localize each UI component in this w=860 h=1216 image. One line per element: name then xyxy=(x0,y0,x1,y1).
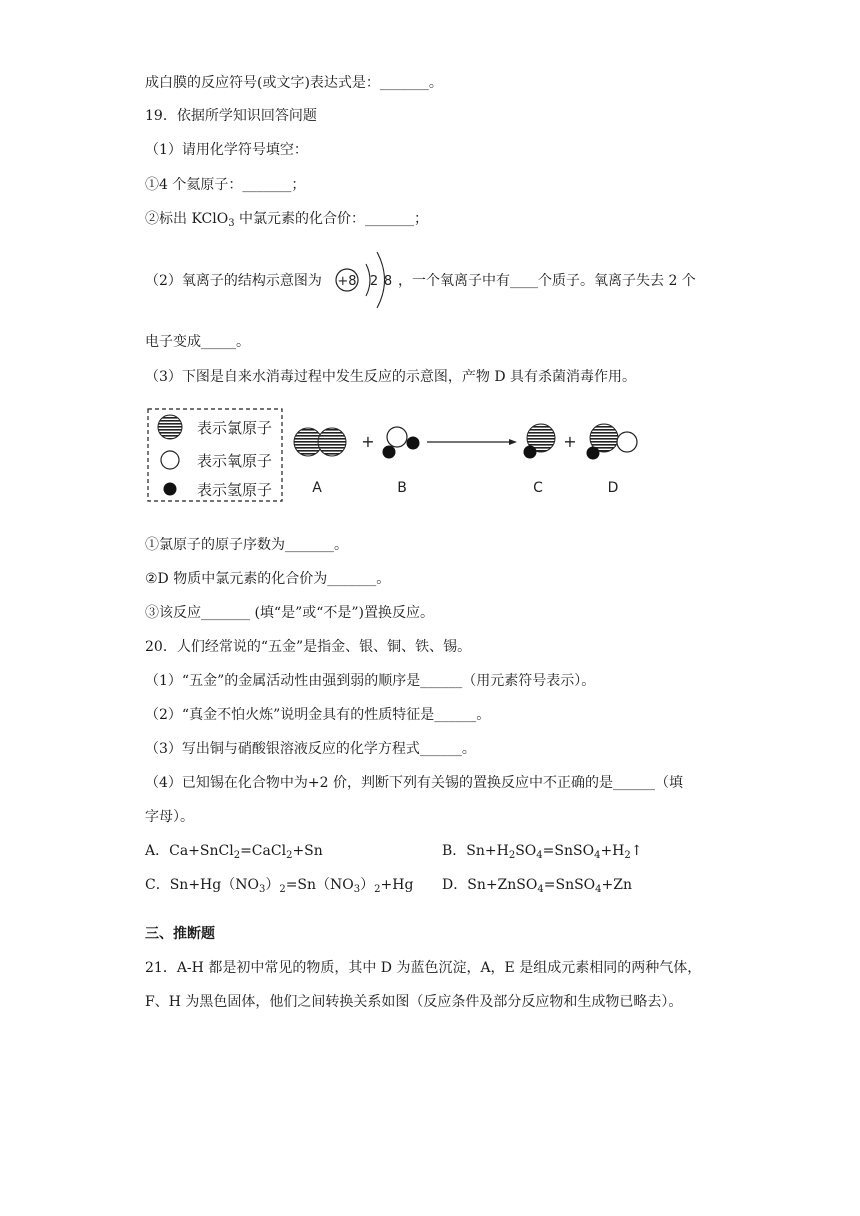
q19-part1: （1）请用化学符号填空： xyxy=(145,142,308,158)
q19-part2-cont: 电子变成_____。 xyxy=(145,334,250,350)
option-b: B．$Sn+H_2SO_4=SnSO_4+H_2↑$ xyxy=(442,843,643,861)
q19-item2-pre: ②标出 KClO xyxy=(145,211,229,227)
shell2-electrons: 8 xyxy=(383,274,393,289)
molecule-c xyxy=(524,424,556,459)
q19-part3-item2: ②D 物质中氯元素的化合价为_______。 xyxy=(145,571,391,587)
plus-sign-2: + xyxy=(563,432,577,451)
q20-part2: （2）“真金不怕火炼”说明金具有的性质特征是______。 xyxy=(145,707,491,723)
question-21-line2: F、H 为黑色固体，他们之间转换关系如图（反应条件及部分反应物和生成物已略去）。 xyxy=(145,994,683,1010)
option-a: A．Ca+SnCl$_2$=CaCl$_2$+Sn xyxy=(145,843,323,861)
molecule-b xyxy=(383,427,420,459)
q19-part3-item3: ③该反应_______ (填“是”或“不是”)置换反应。 xyxy=(145,605,435,621)
q20-part1: （1）“五金”的金属活动性由强到弱的顺序是______（用元素符号表示）。 xyxy=(145,673,596,689)
reaction-arrowhead xyxy=(509,439,517,445)
legend-hydrogen: 表示氢原子 xyxy=(197,481,273,499)
text-line-1: 成白膜的反应符号(或文字)表达式是：_______。 xyxy=(145,75,443,91)
question-19-title: 19．依据所学知识回答问题 xyxy=(145,108,317,124)
label-d: D xyxy=(607,480,619,496)
label-b: B xyxy=(397,480,407,496)
molecule-a xyxy=(294,428,346,456)
option-c: C．$Sn+Hg(NO_3)_2=Sn(NO_3)_2+Hg$ xyxy=(145,877,414,895)
q19-part3-item1: ①氯原子的原子序数为_______。 xyxy=(145,537,348,553)
hydrogen-atom-icon xyxy=(164,483,177,496)
oxygen-atom-icon xyxy=(161,451,179,469)
plus-sign-1: + xyxy=(361,432,375,451)
q19-part2-pre: （2）氧离子的结构示意图为 xyxy=(145,273,322,289)
nucleus-charge: +8 xyxy=(337,274,357,289)
question-20-title: 20．人们经常说的“五金”是指金、银、铜、铁、锡。 xyxy=(145,639,472,655)
q19-item1: ①4 个氦原子：_______； xyxy=(145,177,306,193)
q19-item2-post: 中氯元素的化合价：_______； xyxy=(234,211,429,227)
label-c: C xyxy=(533,480,543,496)
label-a: A xyxy=(312,480,322,496)
legend-oxygen: 表示氧原子 xyxy=(197,452,273,470)
q19-part2-post: ，一个氧离子中有____个质子。氧离子失去 2 个 xyxy=(398,273,696,289)
q20-part4: （4）已知锡在化合物中为+2 价，判断下列有关锡的置换反应中不正确的是______（填 xyxy=(145,775,683,791)
q20-part3: （3）写出铜与硝酸银溶液反应的化学方程式______。 xyxy=(145,741,476,757)
q19-item2 xyxy=(145,209,428,229)
shell1-electrons: 2 xyxy=(369,274,379,289)
molecule-d xyxy=(587,424,638,460)
q19-part3: （3）下图是自来水消毒过程中发生反应的示意图，产物 D 具有杀菌消毒作用。 xyxy=(145,369,637,385)
section-heading-inference: 三、推断题 xyxy=(145,926,215,942)
question-21-line1: 21．A-H 都是初中常见的物质，其中 D 为蓝色沉淀，A，E 是组成元素相同的两种气体， xyxy=(145,960,702,976)
chlorine-atom-icon xyxy=(158,415,182,439)
reaction-schematic-diagram xyxy=(145,405,645,505)
q19-item2-sub: 3 xyxy=(228,218,235,229)
legend-chlorine: 表示氯原子 xyxy=(197,419,273,437)
option-d: D．Sn+ZnSO$_4$=SnSO$_4$+Zn xyxy=(442,877,633,895)
oxygen-ion-structure-diagram xyxy=(330,240,408,320)
q20-part4-cont: 字母）。 xyxy=(145,809,194,825)
